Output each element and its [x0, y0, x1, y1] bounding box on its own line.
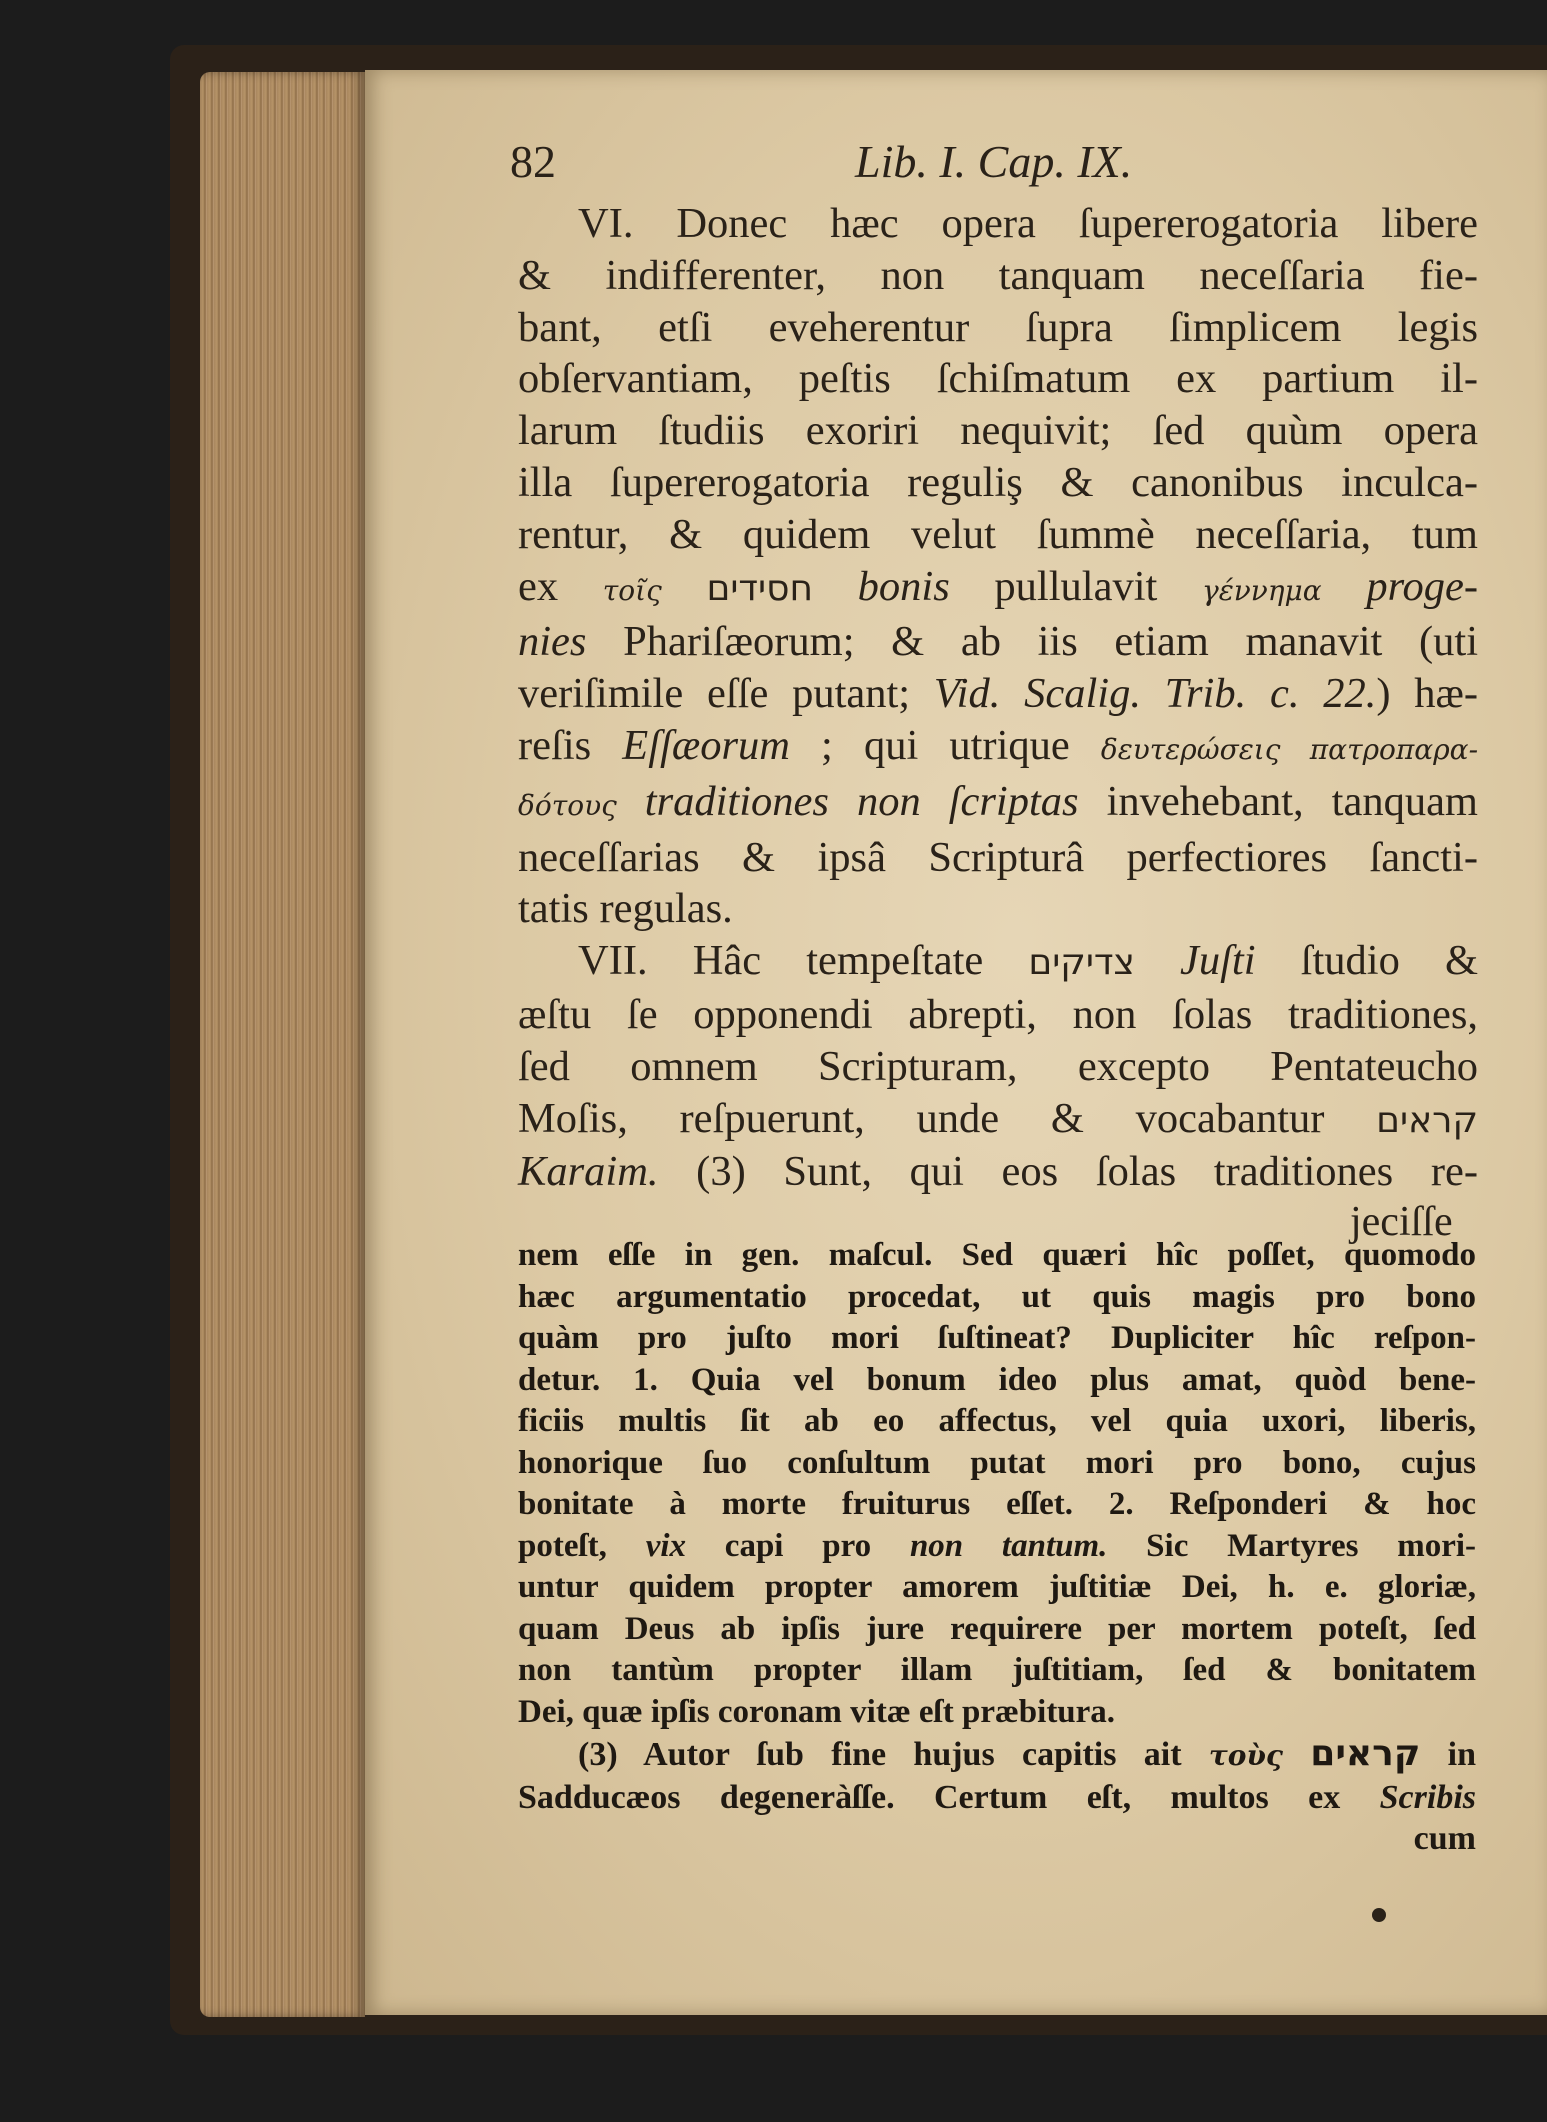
italic-word: proge- — [1366, 562, 1479, 610]
text-line — [518, 935, 1478, 989]
italic-word: Scribis — [1379, 1778, 1476, 1816]
word: (3) Autor ſub fine hujus capitis ait — [578, 1736, 1182, 1773]
note-line: detur. 1. Quia vel bonum ideo plus amat, quòd bene- — [518, 1361, 1476, 1398]
page-edges — [200, 72, 365, 2017]
note-line: bonitate à morte fruiturus eſſet. 2. Reſponderi & hoc — [518, 1486, 1476, 1522]
note-line: quam Deus ab ipſis jure requirere per mortem poteſt, ſed — [518, 1610, 1476, 1647]
italic-word: non tantum. — [909, 1527, 1108, 1564]
note-line — [518, 1777, 1476, 1819]
text-line: æſtu ſe opponendi abrepti, non ſolas traditiones, — [518, 990, 1478, 1038]
text-line: bant, etſi eveherentur ſupra ſimplicem legis — [518, 303, 1478, 351]
text-line: illa ſupererogatoria reguliş & canonibus inculca- — [518, 458, 1478, 506]
hebrew-word: קראים — [1376, 1099, 1478, 1141]
text-line — [518, 1146, 1478, 1198]
greek-word: τοὺς — [1208, 1739, 1283, 1772]
italic-word: vix — [645, 1527, 687, 1564]
word: in — [1447, 1736, 1477, 1773]
text-line: obſervantiam, peſtis ſchiſmatum ex partium il- — [518, 355, 1478, 403]
italic-word: Karaim. — [518, 1148, 659, 1196]
italic-word: bonis — [857, 562, 950, 610]
text-line — [518, 561, 1478, 617]
note-line: ficiis multis ſit ab eo affectus, vel quia uxori, liberis, — [518, 1403, 1476, 1439]
word: capi pro — [724, 1527, 872, 1564]
catchword: jeciſſe — [1350, 1199, 1453, 1245]
note-line: Dei, quæ ipſis coronam vitæ eſt præbitura. — [518, 1693, 1116, 1730]
greek-word: γέννημα — [1201, 573, 1322, 607]
ink-dot — [1372, 1908, 1386, 1922]
text-line: VI. Donec hæc opera ſupererogatoria libere — [578, 200, 1478, 247]
greek-word: δευτερώσεις πατροπαρα- — [1100, 732, 1479, 766]
word: Sadducæos degeneràſſe. Certum eſt, multos ex — [518, 1778, 1341, 1816]
word: invehebant, tanquam — [1106, 777, 1478, 825]
footnotes — [518, 1235, 1476, 1860]
italic-word: Eſſæorum — [622, 721, 790, 769]
word: veriſimile eſſe putant; — [518, 670, 911, 718]
word: ex — [518, 562, 559, 610]
note-line: hæc argumentatio procedat, ut quis magis pro bono — [518, 1278, 1476, 1315]
italic-phrase: traditiones non ſcriptas — [644, 777, 1079, 825]
note-line: quàm pro juſto mori ſuſtineat? Dupliciter hîc reſpon- — [518, 1320, 1476, 1356]
hebrew-word: צדיקים — [1028, 942, 1135, 984]
hebrew-word: קראים — [1310, 1733, 1421, 1774]
text-line — [518, 616, 1478, 668]
note-line: non tantùm propter illam juſtitiam, ſed & bonitatem — [518, 1652, 1476, 1688]
word: poteſt, — [518, 1527, 607, 1564]
word: Moſis, reſpuerunt, unde & vocabantur — [518, 1094, 1325, 1142]
word: Sic Martyres mori- — [1146, 1527, 1477, 1564]
citation: Vid. Scalig. Trib. c. 22. — [933, 670, 1377, 718]
note-line — [518, 1733, 1476, 1777]
word: ; qui utrique — [821, 721, 1070, 769]
text-line: neceſſarias & ipsâ Scripturâ perfectiores ſancti- — [518, 833, 1478, 881]
text-line — [518, 1093, 1478, 1147]
page-header — [510, 135, 1410, 195]
word: ſtudio & — [1300, 937, 1479, 985]
note-line: honorique ſuo conſultum putat mori pro bono, cujus — [518, 1444, 1476, 1481]
text-line — [518, 776, 1478, 832]
italic-word: Juſti — [1180, 937, 1256, 985]
section-vii — [518, 935, 1478, 1198]
word: (3) Sunt, qui eos ſolas traditiones re- — [696, 1148, 1478, 1196]
word: VII. Hâc tempeſtate — [578, 937, 984, 985]
hebrew-word: חסידים — [706, 567, 813, 609]
greek-word: τοῖς — [602, 573, 662, 607]
text-line: rentur, & quidem velut ſummè neceſſaria, tum — [518, 510, 1478, 558]
note-line: untur quidem propter amorem juſtitiæ Dei, h. e. gloriæ, — [518, 1569, 1476, 1605]
catchword-note: cum — [1413, 1820, 1476, 1857]
text-line: & indifferenter, non tanquam neceſſaria fie- — [518, 251, 1478, 299]
word: ) hæ- — [1376, 670, 1478, 718]
word: reſis — [518, 721, 592, 769]
page-number: 82 — [510, 136, 556, 187]
main-text — [518, 198, 1478, 1198]
text-line — [518, 720, 1478, 776]
running-head: Lib. I. Cap. IX. — [855, 136, 1133, 187]
note-line — [518, 1526, 1476, 1568]
text-line — [518, 668, 1478, 720]
word: pullulavit — [994, 562, 1158, 610]
greek-word: δότους — [518, 788, 617, 822]
text-line: ſed omnem Scripturam, excepto Pentateucho — [518, 1042, 1478, 1090]
word: Phariſæorum; & ab iis etiam manavit (uti — [623, 618, 1479, 666]
text-line: tatis regulas. — [518, 885, 733, 933]
section-vi — [518, 198, 1478, 935]
text-line: larum ſtudiis exoriri nequivit; ſed quùm opera — [518, 407, 1478, 455]
note-line: nem eſſe in gen. maſcul. Sed quæri hîc poſſet, quomodo — [518, 1237, 1476, 1273]
italic-word: nies — [518, 618, 587, 666]
